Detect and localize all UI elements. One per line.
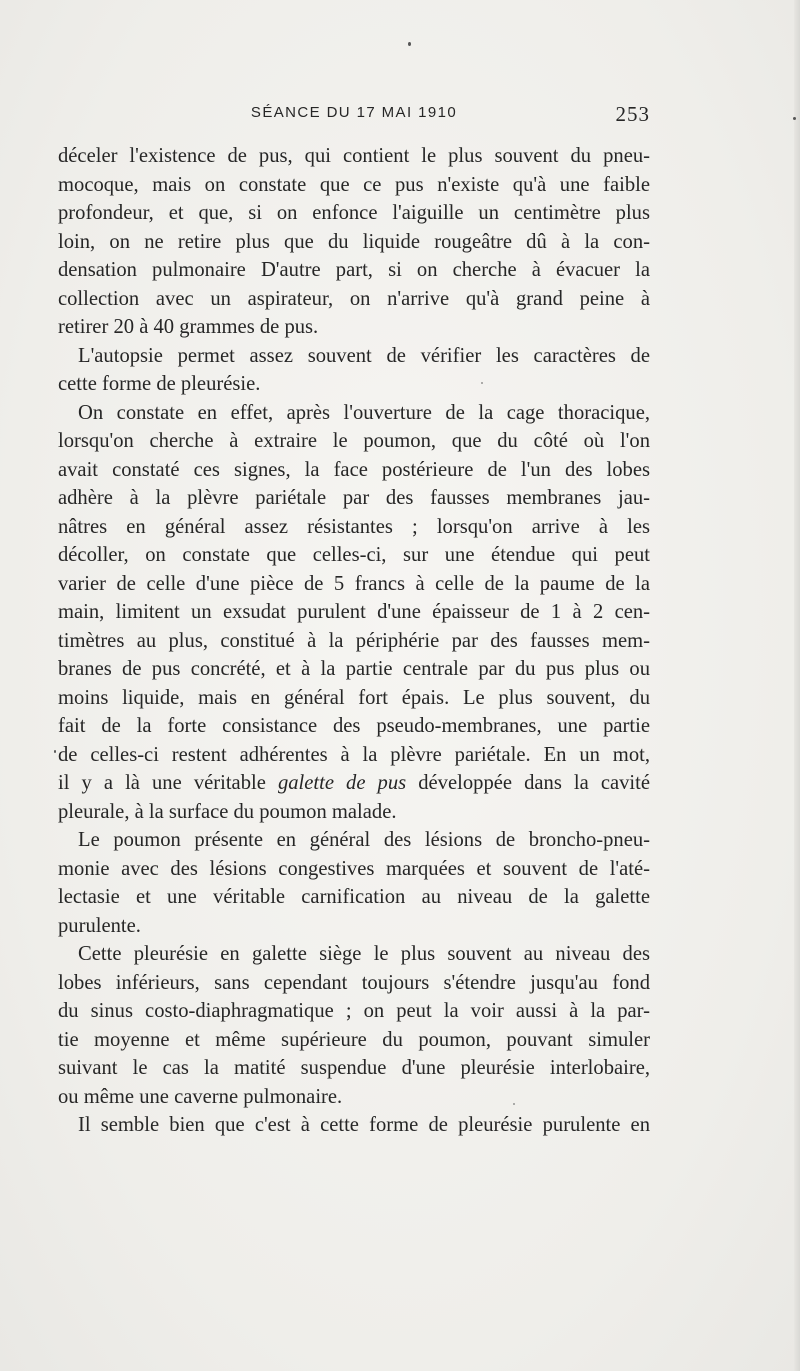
text-line: timètres au plus, constitué à la périphérie par des fausses mem- — [58, 629, 650, 652]
page-header — [58, 104, 650, 132]
paper-speck — [54, 750, 56, 753]
text-line: profondeur, et que, si on enfonce l'aiguille un centimètre plus — [58, 202, 650, 224]
text-line: lectasie et une véritable carnification au niveau de la galette — [58, 886, 650, 908]
text-line: monie avec des lésions congestives marquées et souvent de l'até- — [58, 857, 650, 880]
text-line: de celles-ci restent adhérentes à la plèvre pariétale. En un mot, — [58, 743, 650, 766]
text-line-with-italic — [58, 769, 650, 798]
text-line: lorsqu'on cherche à extraire le poumon, que du côté où l'on — [58, 430, 650, 452]
text-line: Il semble bien que c'est à cette forme de pleurésie purulente en — [78, 1114, 650, 1136]
paper-speck — [481, 382, 483, 384]
text-line: lobes inférieurs, sans cependant toujours s'étendre jusqu'au fond — [58, 971, 650, 994]
text-fragment: il y a là une véritable — [58, 772, 266, 794]
text-line: main, limitent un exsudat purulent d'une épaisseur de 1 à 2 cen- — [58, 601, 650, 623]
text-line: du sinus costo-diaphragmatique ; on peut la voir aussi à la par- — [58, 1000, 650, 1022]
text-line: loin, on ne retire plus que du liquide rougeâtre dû à la con- — [58, 230, 650, 253]
text-line: fait de la forte consistance des pseudo-membranes, une partie — [58, 715, 650, 737]
text-line: branes de pus concrété, et à la partie centrale par du pus plus ou — [58, 658, 650, 680]
paper-speck — [513, 1103, 515, 1105]
text-line: déceler l'existence de pus, qui contient le plus souvent du pneu- — [58, 145, 650, 167]
italic-term: galette de pus — [277, 772, 407, 794]
text-line: retirer 20 à 40 grammes de pus. — [58, 316, 319, 338]
text-line: ou même une caverne pulmonaire. — [58, 1085, 343, 1108]
text-line: L'autopsie permet assez souvent de vérifier les caractères de — [78, 344, 650, 367]
text-line: pleurale, à la surface du poumon malade. — [58, 800, 397, 823]
paper-speck — [793, 117, 796, 120]
text-line: nâtres en général assez résistantes ; lorsqu'on arrive à les — [58, 515, 650, 538]
text-line: suivant le cas la matité suspendue d'une pleurésie interlobaire, — [58, 1057, 650, 1079]
text-line: décoller, on constate que celles-ci, sur une étendue qui peut — [58, 544, 650, 566]
text-line: Le poumon présente en général des lésions de broncho-pneu- — [78, 829, 650, 851]
text-line: varier de celle d'une pièce de 5 francs à celle de la paume de la — [58, 572, 650, 595]
text-line: densation pulmonaire D'autre part, si on cherche à évacuer la — [58, 259, 650, 281]
text-line: purulente. — [58, 914, 141, 937]
paper-speck — [408, 42, 411, 46]
body-text — [58, 142, 650, 1140]
text-line: collection avec un aspirateur, on n'arrive qu'à grand peine à — [58, 287, 650, 310]
running-head: SÉANCE DU 17 MAI 1910 — [250, 104, 458, 121]
text-fragment: développée dans la cavité — [418, 772, 650, 794]
text-line: moins liquide, mais en général fort épais. Le plus souvent, du — [58, 686, 650, 709]
text-line: mocoque, mais on constate que ce pus n'existe qu'à une faible — [58, 173, 650, 196]
text-line: adhère à la plèvre pariétale par des fausses membranes jau- — [58, 487, 650, 509]
page-edge — [794, 0, 800, 1371]
text-line: avait constaté ces signes, la face postérieure de l'un des lobes — [58, 458, 650, 481]
text-line: tie moyenne et même supérieure du poumon, pouvant simuler — [58, 1028, 650, 1051]
text-line: Cette pleurésie en galette siège le plus souvent au niveau des — [78, 943, 650, 965]
text-line: On constate en effet, après l'ouverture de la cage thoracique, — [78, 401, 650, 424]
text-line: cette forme de pleurésie. — [58, 373, 261, 395]
page-number: 253 — [615, 102, 650, 126]
